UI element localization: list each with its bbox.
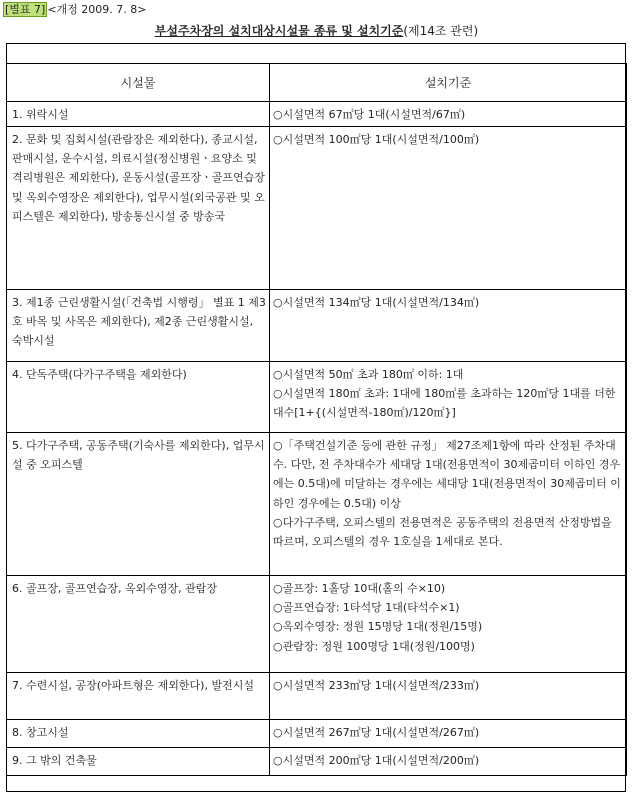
criteria-item: ○「주택건설기준 등에 관한 규정」 제27조제1항에 따라 산정된 주차대수. 다만, 전 주차대수가 세대당 1대(전용면적이 30제곱미터 이하인 경우에는 0.5대)에 미달하는 경우에는 세대당 1대(전용면적이 30제곱미터 이하인 경우에는 0.5대) 이상 bbox=[273, 439, 621, 510]
criteria-cell bbox=[270, 720, 627, 748]
facility-cell: 4. 단독주택(다가구주택을 제외한다) bbox=[7, 362, 270, 433]
facility-cell: 3. 제1종 근린생활시설(「건축법 시행령」 별표 1 제3호 바목 및 사목은 제외한다), 제2종 근린생활시설, 숙박시설 bbox=[7, 290, 270, 362]
table-row bbox=[7, 290, 627, 362]
table-row bbox=[7, 102, 627, 127]
table-row bbox=[7, 720, 627, 748]
criteria-item: ○시설면적 100㎡당 1대(시설면적/100㎡) bbox=[273, 133, 480, 146]
facility-cell: 1. 위락시설 bbox=[7, 102, 270, 127]
criteria-cell bbox=[270, 748, 627, 776]
criteria-item: ○관람장: 정원 100명당 1대(정원/100명) bbox=[273, 639, 475, 653]
criteria-item: ○시설면적 134㎡당 1대(시설면적/134㎡) bbox=[273, 296, 480, 309]
criteria-cell bbox=[270, 433, 627, 576]
document-title bbox=[0, 22, 633, 40]
criteria-item: ○시설면적 180㎡ 초과: 1대에 180㎡를 초과하는 120㎡당 1대를 더한 대수[1+{(시설면적-180㎡)/120㎡}] bbox=[273, 387, 616, 420]
criteria-item: ○다가구주택, 오피스텔의 전용면적은 공동주택의 전용면적 산정방법을 따르며, 오피스텔의 경우 1호실을 1세대로 본다. bbox=[273, 515, 612, 549]
annex-tag: [별표 7] bbox=[5, 3, 46, 16]
table-row bbox=[7, 748, 627, 776]
criteria-cell bbox=[270, 290, 627, 362]
criteria-cell bbox=[270, 102, 627, 127]
criteria-item: ○시설면적 267㎡당 1대(시설면적/267㎡) bbox=[273, 726, 480, 739]
criteria-item: ○골프장: 1홀당 10대(홀의 수×10) bbox=[273, 582, 446, 595]
header-criteria: 설치기준 bbox=[270, 64, 627, 102]
title-main: 부설주차장의 설치대상시설물 종류 및 설치기준 bbox=[154, 24, 404, 38]
facility-cell: 8. 창고시설 bbox=[7, 720, 270, 748]
criteria-item: ○시설면적 50㎡ 초과 180㎡ 이하: 1대 bbox=[273, 368, 464, 381]
criteria-item: ○옥외수영장: 정원 15명당 1대(정원/15명) bbox=[273, 620, 483, 634]
criteria-cell bbox=[270, 673, 627, 720]
table-row bbox=[7, 362, 627, 433]
facility-cell: 5. 다가구주택, 공동주택(기숙사를 제외한다), 업무시설 중 오피스텔 bbox=[7, 433, 270, 576]
table-header-row bbox=[7, 64, 627, 102]
facility-cell: 7. 수련시설, 공장(아파트형은 제외한다), 발전시설 bbox=[7, 673, 270, 720]
table-row bbox=[7, 127, 627, 290]
header-facility: 시설물 bbox=[7, 64, 270, 102]
facility-cell: 6. 골프장, 골프연습장, 옥외수영장, 관람장 bbox=[7, 576, 270, 673]
title-reference: (제14조 관련) bbox=[403, 24, 479, 38]
facility-cell: 9. 그 밖의 건축물 bbox=[7, 748, 270, 776]
criteria-table bbox=[6, 63, 627, 776]
table-row bbox=[7, 576, 627, 673]
criteria-cell bbox=[270, 576, 627, 673]
facility-cell: 2. 문화 및 집회시설(관람장은 제외한다), 종교시설, 판매시설, 운수시설, 의료시설(정신병원ㆍ요양소 및 격리병원은 제외한다), 운동시설(골프장ㆍ골프연습장 및 옥외수영장은 제외한다), 업무시설(외국공관 및 오피스텔은 제외한다), 방송통신시설 중 방송국 bbox=[7, 127, 270, 290]
header-line bbox=[3, 1, 147, 18]
criteria-item: ○시설면적 233㎡당 1대(시설면적/233㎡) bbox=[273, 679, 480, 692]
criteria-item: ○골프연습장: 1타석당 1대(타석수×1) bbox=[273, 601, 460, 615]
criteria-item: ○시설면적 67㎡당 1대(시설면적/67㎡) bbox=[273, 108, 466, 121]
table-row bbox=[7, 673, 627, 720]
criteria-cell bbox=[270, 127, 627, 290]
criteria-item: ○시설면적 200㎡당 1대(시설면적/200㎡) bbox=[273, 754, 480, 767]
table-row bbox=[7, 433, 627, 576]
revision-note: <개정 2009. 7. 8> bbox=[47, 3, 147, 16]
criteria-cell bbox=[270, 362, 627, 433]
